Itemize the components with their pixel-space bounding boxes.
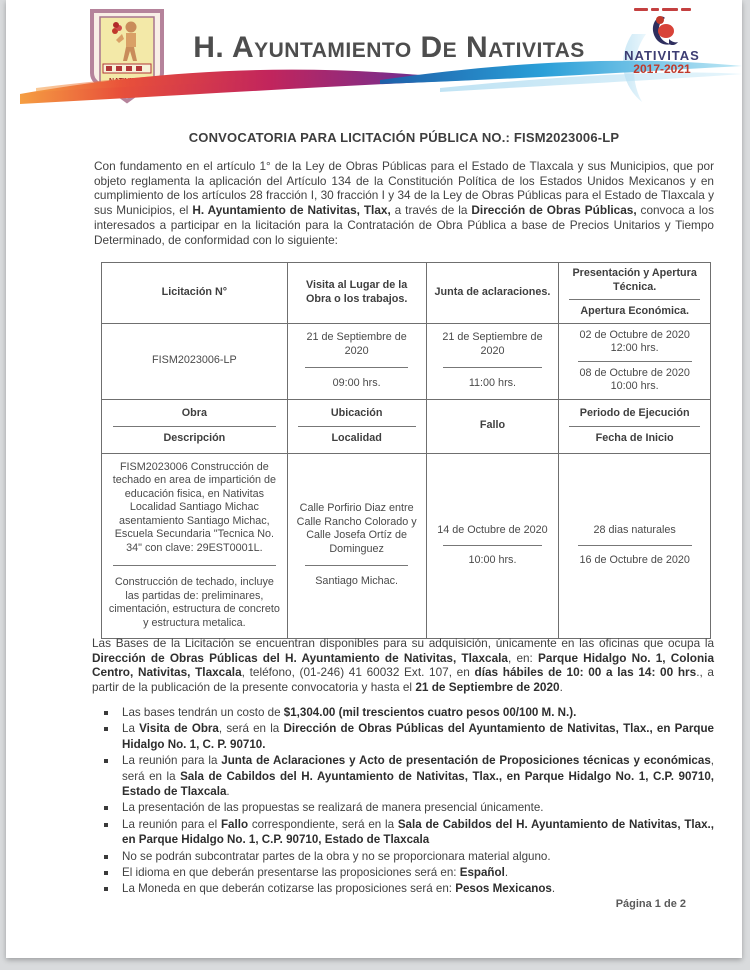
- header-localidad: Localidad: [331, 431, 382, 444]
- col-header-obra: [102, 399, 288, 453]
- visita-hora: 09:00 hrs.: [332, 377, 381, 390]
- bullet-icon: [104, 727, 108, 731]
- list-item: [102, 849, 714, 864]
- ubicacion-text: Calle Porfirio Diaz entre Calle Rancho Colorado y Calle Josefa Ortíz de Dominguez: [296, 502, 417, 555]
- bullet-icon: [104, 871, 108, 875]
- bullet-icon: [104, 887, 108, 891]
- cell-fallo: [426, 453, 559, 638]
- col-header-licitacion: Licitación N°: [102, 263, 288, 324]
- bullet-text: La Moneda en que deberán cotizarse las proposiciones será en: Pesos Mexicanos.: [122, 882, 556, 896]
- brand-name: NATIVITAS: [624, 48, 700, 63]
- bullet-text: Las bases tendrán un costo de $1,304.00 (mil trescientos cuatro pesos 00/100 M. N.).: [122, 706, 577, 719]
- cell-visita: [287, 323, 426, 399]
- bullet-text: El idioma en que deberán presentarse las proposiciones será en: Español.: [122, 866, 509, 880]
- cell-divider: [113, 565, 275, 566]
- col-header-fallo: Fallo: [426, 399, 559, 453]
- economica-hora: 10:00 hrs.: [610, 380, 659, 392]
- cell-divider: [298, 426, 416, 427]
- cell-divider: [305, 367, 408, 368]
- cell-divider: [569, 426, 699, 427]
- economica-fecha: 08 de Octubre de 2020: [579, 366, 690, 379]
- visita-fecha: 21 de Septiembre de 2020: [306, 331, 407, 357]
- cell-divider: [113, 426, 275, 427]
- header-apertura: Apertura Económica.: [580, 305, 689, 317]
- list-item: [102, 721, 714, 752]
- page-title: H. Ayuntamiento De Nativitas: [193, 31, 585, 64]
- cell-aperturas: [559, 323, 711, 399]
- scanned-document-page: [6, 0, 742, 958]
- list-item: [102, 753, 714, 799]
- header-descripcion: Descripción: [163, 431, 226, 444]
- header-fecha-inicio: Fecha de Inicio: [595, 431, 674, 444]
- bullet-icon: [104, 711, 108, 715]
- cell-divider: [443, 545, 541, 546]
- list-item: [102, 817, 714, 848]
- header-obra: Obra: [181, 407, 207, 419]
- brand-years: 2017-2021: [633, 62, 691, 76]
- list-item: [102, 705, 714, 720]
- cell-periodo: [559, 453, 711, 638]
- intro-paragraph: Con fundamento en el artículo 1° de la Ley de Obras Públicas para el Estado de Tlaxcala y sus Municipios, que por objeto reglamenta la aplicación del Artículo 134 de la Constitución Política de los Estados Unidos Mexicanos y en cumplimiento de los artículos 28 fracción I, 30 fracción I y 34 de la Ley de Obras Públicas para el Estado de Tlaxcala y sus Municipios, el H. Ayuntamiento de Nativitas, Tlax, a través de la Dirección de Obras Públicas, convoca a los interesados a participar en la licitación para la Contratación de Obra Pública a base de Precios Unitarios y Tiempo Determinado, de conformidad con lo siguiente:: [94, 159, 714, 247]
- list-item: [102, 881, 714, 896]
- document-title: CONVOCATORIA PARA LICITACIÓN PÚBLICA NO.: FISM2023006-LP: [188, 130, 620, 145]
- bullet-icon: [104, 823, 108, 827]
- tecnica-fecha: 02 de Octubre de 2020: [579, 328, 690, 341]
- fallo-fecha: 14 de Octubre de 2020: [437, 523, 548, 536]
- header-presentacion: Presentación y Apertura Técnica.: [572, 267, 697, 293]
- list-item: [102, 865, 714, 880]
- periodo-text: 28 dias naturales: [593, 523, 676, 536]
- licitacion-table: [101, 262, 711, 639]
- col-header-aperturas: [559, 263, 711, 324]
- bullet-text: No se podrán subcontratar partes de la obra y no se proporcionara material alguno.: [122, 849, 551, 863]
- tecnica-hora: 12:00 hrs.: [610, 342, 659, 354]
- bullet-text: La reunión para el Fallo correspondiente, será en la Sala de Cabildos del H. Ayuntamiento de Nativitas, Tlax., en Parque Hidalgo No. 1, C.P. 90710, Estado de Tlaxcala: [122, 817, 714, 847]
- cell-obra-descripcion: [102, 453, 288, 638]
- descripcion-text: Construcción de techado, incluye las partidas de: preliminares, cimentación, estructura de concreto y estructura metalica.: [108, 576, 280, 629]
- bullet-icon: [104, 759, 108, 763]
- cell-divider: [305, 565, 408, 566]
- brand-figure-icon: [645, 13, 679, 49]
- cell-divider: [578, 545, 692, 546]
- col-header-ubicacion: [287, 399, 426, 453]
- col-header-visita: Visita al Lugar de la Obra o los trabajos.: [287, 263, 426, 324]
- brand-logo: [604, 8, 720, 104]
- junta-fecha: 21 de Septiembre de 2020: [442, 331, 543, 357]
- bullet-text: La Visita de Obra, será en la Dirección de Obras Públicas del Ayuntamiento de Nativitas, Tlax., en Parque Hidalgo No. 1, C. P. 90710.: [122, 722, 714, 751]
- obra-text: FISM2023006 Construcción de techado en area de impartición de educación fisica, en Nativitas Localidad Santiago Michac asentamiento Santiago Michac, Escuela Secundaria "Tecnica No. 34" con clave: 29EST0001L.: [112, 460, 276, 554]
- bullet-icon: [104, 855, 108, 859]
- list-item: [102, 800, 714, 815]
- header-ubicacion: Ubicación: [330, 407, 383, 419]
- bases-paragraph: Las Bases de la Licitación se encuentran disponibles para su adquisición, únicamente en las oficinas que ocupa la Dirección de Obras Públicas del H. Ayuntamiento de Nativitas, Tlaxcala, en: Parque Hidalgo No. 1, Colonia Centro, Nativitas, Tlaxcala, teléfono, (01-246) 41 60032 Ext. 107, en días hábiles de 10: 00 a las 14: 00 hrs., a partir de la publicación de la presente convocatoria y hasta el 21 de Septiembre de 2020.: [92, 636, 715, 695]
- bullet-text: La reunión para la Junta de Aclaraciones y Acto de presentación de Proposiciones técnicas y económicas, será en la Sala de Cabildos del H. Ayuntamiento de Nativitas, Tlax., en Parque Hidalgo No. 1, C.P. 90710, Estado de Tlaxcala.: [122, 754, 715, 799]
- conditions-list: [102, 705, 714, 898]
- col-header-periodo: [559, 399, 711, 453]
- bullet-text: La presentación de las propuestas se realizará de manera presencial únicamente.: [122, 801, 544, 815]
- fallo-hora: 10:00 hrs.: [468, 554, 517, 566]
- header-periodo: Periodo de Ejecución: [579, 407, 690, 419]
- cell-divider: [569, 299, 699, 300]
- cell-junta: [426, 323, 559, 399]
- logo-motto-marks: [634, 8, 691, 11]
- cell-divider: [578, 361, 692, 362]
- page-number: Página 1 de 2: [615, 898, 686, 910]
- cell-ubicacion: [287, 453, 426, 638]
- fecha-inicio-text: 16 de Octubre de 2020: [579, 554, 690, 566]
- cell-divider: [443, 367, 541, 368]
- col-header-junta: Junta de aclaraciones.: [426, 263, 559, 324]
- cell-licitacion-numero: FISM2023006-LP: [102, 323, 288, 399]
- bullet-icon: [104, 806, 108, 810]
- junta-hora: 11:00 hrs.: [468, 377, 517, 390]
- localidad-text: Santiago Michac.: [315, 575, 399, 588]
